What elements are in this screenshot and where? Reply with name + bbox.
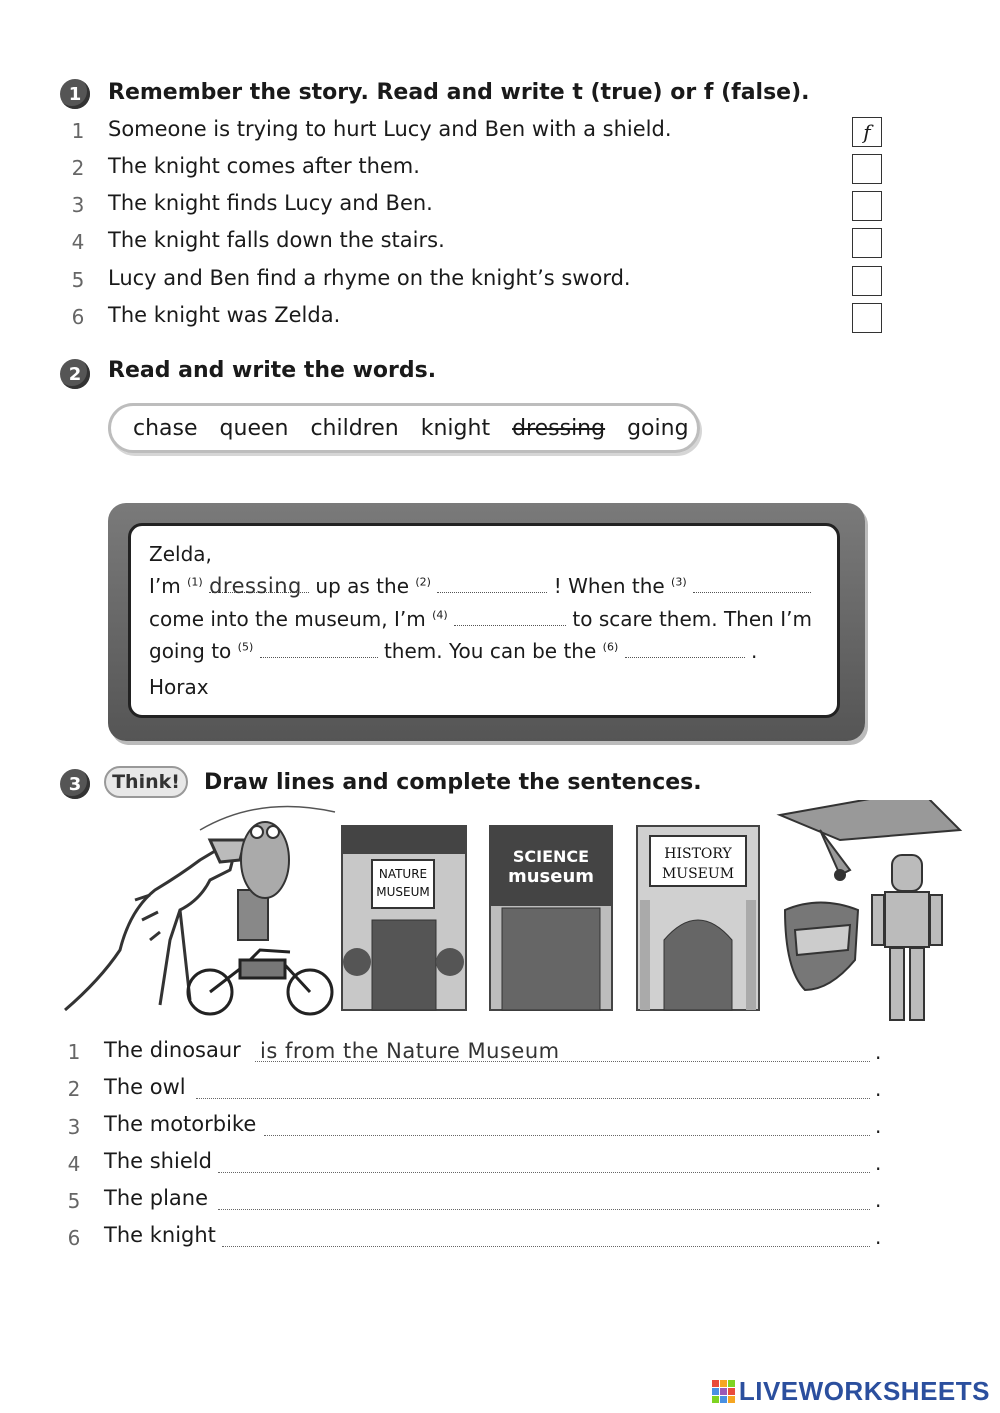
science-museum-sign-line1: SCIENCE (512, 847, 590, 866)
sentence-start: The motorbike (104, 1112, 257, 1136)
note-card (128, 523, 840, 718)
sentence-period: . (875, 1188, 882, 1212)
word-bank-word: chase (133, 415, 198, 441)
word-bank-word: going (627, 415, 689, 441)
section3-badge: 3 (60, 769, 90, 799)
history-museum-sign-line2: MUSEUM (661, 866, 735, 882)
word-bank-word-used: dressing (512, 415, 606, 441)
sentence-1-answer[interactable]: is from the Nature Museum (260, 1039, 560, 1063)
note-text: ! When the (553, 574, 665, 598)
note-text: up as the (315, 574, 410, 598)
museum-illustrations (60, 800, 970, 1030)
statement-text: The knight falls down the stairs. (108, 228, 445, 252)
sentence-start: The dinosaur (104, 1038, 241, 1062)
note-greeting: Zelda, (149, 542, 212, 566)
sentence-start: The knight (104, 1223, 216, 1247)
gap-1-input[interactable]: dressing (209, 574, 309, 593)
note-text: them. You can be the (383, 639, 597, 663)
note-line-3 (149, 639, 757, 663)
logo-text: LIVEWORKSHEETS (738, 1376, 990, 1406)
section1-badge: 1 (60, 79, 90, 109)
true-false-answer-box[interactable] (852, 303, 882, 333)
sentence-5-input[interactable] (218, 1209, 870, 1210)
sentence-period: . (875, 1225, 882, 1249)
gap-number: (6) (602, 640, 619, 654)
note-text: I’m (149, 574, 181, 598)
item-number: 2 (71, 156, 85, 180)
item-number: 3 (71, 193, 85, 217)
gap-number: (4) (432, 608, 448, 622)
sentence-start: The owl (104, 1075, 186, 1099)
note-text: come into the museum, I’m (149, 607, 426, 631)
item-number: 4 (71, 230, 85, 254)
note-text: . (750, 639, 758, 663)
item-number: 4 (67, 1152, 81, 1176)
gap-number: (3) (671, 575, 687, 589)
word-bank-word: children (310, 415, 399, 441)
owl-icon[interactable] (238, 822, 289, 940)
nature-museum-building[interactable] (342, 826, 466, 1010)
item-number: 5 (67, 1189, 81, 1213)
logo-grid-icon (712, 1380, 735, 1403)
item-number: 5 (71, 268, 85, 292)
item-number: 2 (67, 1077, 81, 1101)
gap-4-input[interactable] (454, 607, 566, 626)
shield-icon[interactable] (785, 903, 858, 991)
sentence-start: The plane (104, 1186, 208, 1210)
word-bank-word: queen (219, 415, 289, 441)
sentence-period: . (875, 1040, 882, 1064)
true-false-answer-box[interactable] (852, 191, 882, 221)
note-text: going to (149, 639, 232, 663)
note-line-2 (149, 607, 812, 631)
section2-badge: 2 (60, 359, 90, 389)
section2-instruction: Read and write the words. (108, 358, 437, 383)
section3-instruction: Draw lines and complete the sentences. (204, 770, 702, 795)
true-false-answer-box[interactable] (852, 154, 882, 184)
statement-text: The knight comes after them. (108, 154, 420, 178)
motorbike-icon[interactable] (188, 950, 332, 1014)
plane-icon[interactable] (780, 800, 960, 880)
sentence-2-input[interactable] (196, 1098, 870, 1099)
sentence-period: . (875, 1114, 882, 1138)
item-number: 3 (67, 1115, 81, 1139)
true-false-answer-box[interactable] (852, 266, 882, 296)
sentence-start: The shield (104, 1149, 212, 1173)
true-false-answer-box[interactable] (852, 228, 882, 258)
statement-text: Lucy and Ben find a rhyme on the knight’s sword. (108, 266, 631, 290)
sentence-3-input[interactable] (264, 1135, 870, 1136)
gap-3-input[interactable] (693, 574, 811, 593)
nature-museum-sign-line1: NATURE (378, 867, 428, 881)
knight-armour-icon[interactable] (872, 855, 942, 1020)
gap-number: (2) (415, 575, 431, 589)
gap-6-input[interactable] (625, 639, 745, 658)
note-signature: Horax (149, 675, 209, 699)
sentence-period: . (875, 1077, 882, 1101)
sentence-4-input[interactable] (218, 1172, 870, 1173)
item-number: 1 (71, 119, 85, 143)
gap-2-input[interactable] (437, 574, 547, 593)
item-number: 6 (71, 305, 85, 329)
sentence-6-input[interactable] (222, 1246, 870, 1247)
think-label: Think! (104, 766, 188, 798)
item-number: 1 (67, 1040, 81, 1064)
science-museum-sign-line2: museum (507, 866, 595, 887)
item-number: 6 (67, 1226, 81, 1250)
liveworksheets-logo[interactable] (712, 1376, 990, 1407)
gap-number: (5) (237, 640, 254, 654)
statement-text: The knight was Zelda. (108, 303, 341, 327)
history-museum-sign-line1: HISTORY (664, 846, 732, 862)
word-bank (108, 403, 700, 453)
note-line-1 (149, 574, 811, 598)
sentence-period: . (875, 1151, 882, 1175)
statement-text: Someone is trying to hurt Lucy and Ben with a shield. (108, 117, 672, 141)
gap-5-input[interactable] (260, 639, 378, 658)
nature-museum-sign-line2: MUSEUM (376, 885, 430, 899)
statement-text: The knight finds Lucy and Ben. (108, 191, 433, 215)
note-text: to scare them. Then I’m (572, 607, 812, 631)
section1-instruction: Remember the story. Read and write t (true) or f (false). (108, 80, 810, 105)
word-bank-word: knight (420, 415, 491, 441)
gap-number: (1) (187, 575, 203, 589)
true-false-answer-box[interactable]: f (852, 117, 882, 147)
